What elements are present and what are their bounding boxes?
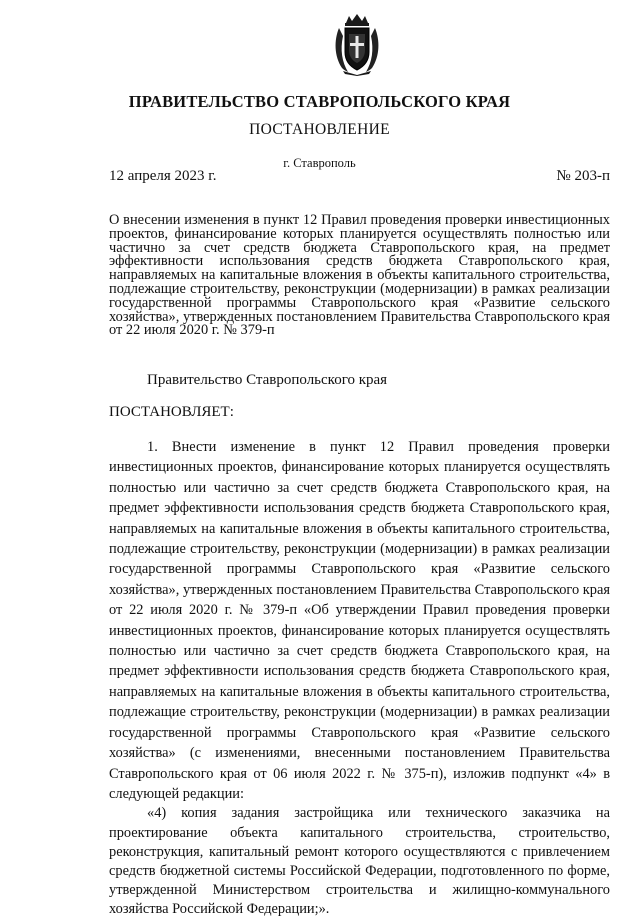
city: г. Ставрополь [283, 156, 356, 170]
organization-title: ПРАВИТЕЛЬСТВО СТАВРОПОЛЬСКОГО КРАЯ [128, 92, 511, 111]
document-type: ПОСТАНОВЛЕНИЕ [249, 121, 390, 138]
coat-of-arms-emblem [334, 14, 380, 76]
document-number: № 203-п [556, 168, 610, 184]
body-paragraph-2: «4) копия задания застройщика или технического заказчика на проектирование объекта капитального строительства, строительство, реконструкция, капитальный ремонт которого осуществляются с привлечением средств бюджетной системы Российской Федерации, подготовленного по форме, утвержденной Министерством строительства и жилищно-коммунального хозяйства Российской Федерации;». [109, 805, 610, 918]
document-date: 12 апреля 2023 г. [109, 168, 217, 184]
issuing-body: Правительство Ставропольского края [147, 372, 388, 388]
body-paragraph-1: 1. Внести изменение в пункт 12 Правил проведения проверки инвестиционных проектов, финансирование которых планируется осуществлять полностью или частично за счет средств бюджета Ставропольского края, на предмет эффективности использования средств бюджета Ставропольского края, направляемых на капитальные вложения в объекты капитального строительства, подлежащие строительству, реконструкции (модернизации) в рамках реализации государственной программы Ставропольского края «Развитие сельского хозяйства», утвержденных постановлением Правительства Ставропольского края от 22 июля 2020 г. № 379-п «Об утверждении Правил проведения проверки инвестиционных проектов, финансирование которых планируется осуществлять полностью или частично за счет средств бюджета Ставропольского края, на предмет эффективности использования средств бюджета Ставропольского края, направляемых на капитальные вложения в объекты капитального строительства, подлежащие строительству, реконструкции (модернизации) в рамках реализации государственной программы Ставропольского края «Развитие сельского хозяйства» (с изменениями, внесенными постановлением Правительства Ставропольского края от 06 июля 2022 г. № 375-п), изложив подпункт «4» в следующей редакции: [109, 439, 610, 802]
document-body [109, 437, 610, 920]
document-subject: О внесении изменения в пункт 12 Правил проведения проверки инвестиционных проектов, финансирование которых планируется осуществлять полностью или частично за счет средств бюджета Ставропольского края, на предмет эффективности использования средств бюджета Ставропольского края, направляемых на капитальные вложения в объекты капитального строительства, подлежащие строительству, реконструкции (модернизации) в рамках реализации государственной программы Ставропольского края «Развитие сельского хозяйства», утвержденных постановлением Правительства Ставропольского края от 22 июля 2020 г. № 379-п [109, 212, 610, 339]
resolves-heading: ПОСТАНОВЛЯЕТ: [109, 404, 234, 420]
